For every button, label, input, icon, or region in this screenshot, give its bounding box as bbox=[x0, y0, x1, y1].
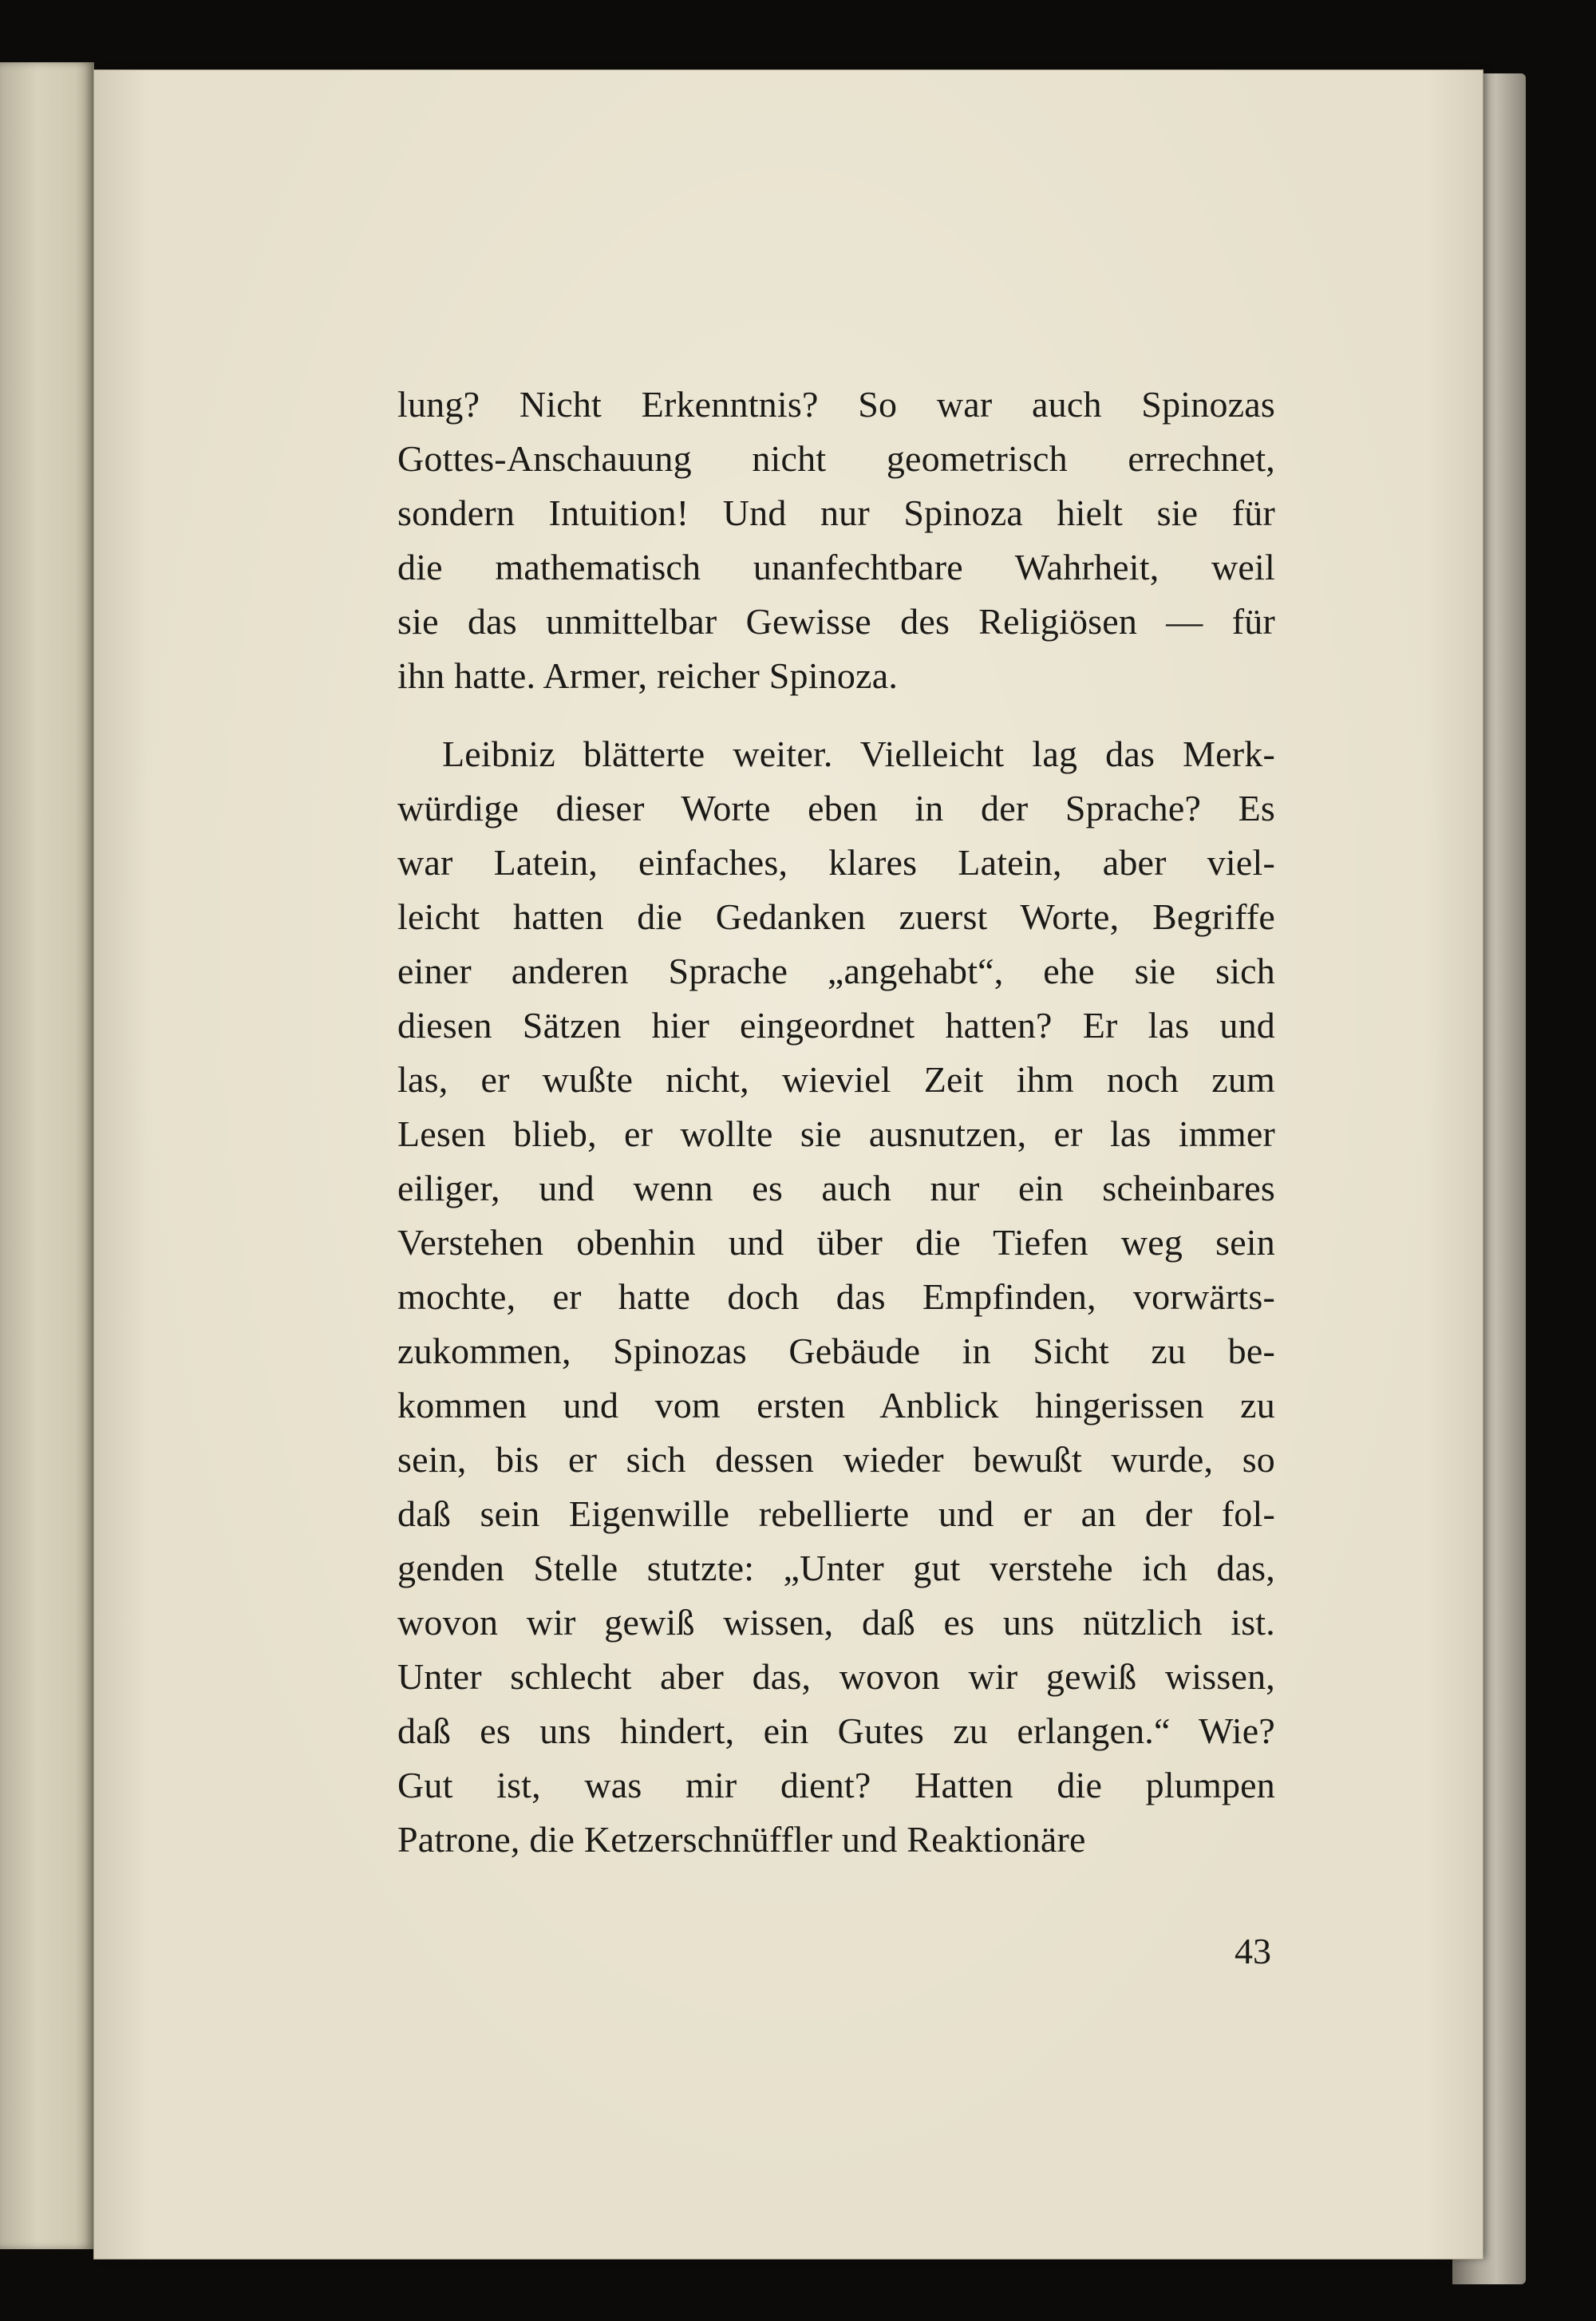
text-line: wovon wir gewiß wissen, daß es uns nützlich ist. bbox=[397, 1602, 1275, 1643]
body-text bbox=[397, 378, 1275, 1867]
page-number: 43 bbox=[1235, 1931, 1271, 1971]
text-line: Leibniz blätterte weiter. Vielleicht lag das Merk- bbox=[442, 733, 1275, 774]
text-line: die mathematisch unanfechtbare Wahrheit, weil bbox=[397, 547, 1275, 587]
book-page bbox=[94, 70, 1483, 2259]
text-line: einer anderen Sprache „angehabt“, ehe sie sich bbox=[397, 951, 1275, 991]
text-line: Gut ist, was mir dient? Hatten die plumpen bbox=[397, 1765, 1275, 1805]
paragraph bbox=[397, 378, 1275, 703]
text-line: las, er wußte nicht, wieviel Zeit ihm noch zum bbox=[397, 1059, 1275, 1100]
text-line: zukommen, Spinozas Gebäude in Sicht zu be- bbox=[397, 1331, 1275, 1371]
text-line: Lesen blieb, er wollte sie ausnutzen, er las immer bbox=[397, 1113, 1275, 1154]
text-line: sein, bis er sich dessen wieder bewußt wurde, so bbox=[397, 1439, 1275, 1480]
text-line: eiliger, und wenn es auch nur ein scheinbares bbox=[397, 1168, 1275, 1208]
text-line: würdige dieser Worte eben in der Sprache? Es bbox=[397, 788, 1275, 828]
facing-page-edge bbox=[0, 62, 94, 2249]
text-line: daß es uns hindert, ein Gutes zu erlangen.“ Wie? bbox=[397, 1710, 1275, 1751]
text-line: genden Stelle stutzte: „Unter gut verstehe ich das, bbox=[397, 1548, 1275, 1588]
text-line: mochte, er hatte doch das Empfinden, vorwärts- bbox=[397, 1276, 1275, 1317]
text-line: ihn hatte. Armer, reicher Spinoza. bbox=[397, 655, 899, 696]
text-line: sondern Intuition! Und nur Spinoza hielt sie für bbox=[397, 492, 1275, 533]
text-line: lung? Nicht Erkenntnis? So war auch Spinozas bbox=[397, 384, 1275, 425]
text-line: leicht hatten die Gedanken zuerst Worte, Begriffe bbox=[397, 896, 1275, 937]
text-line: kommen und vom ersten Anblick hingerissen zu bbox=[397, 1385, 1275, 1425]
text-line: sie das unmittelbar Gewisse des Religiösen — für bbox=[397, 601, 1275, 642]
text-line: Unter schlecht aber das, wovon wir gewiß wissen, bbox=[397, 1656, 1275, 1697]
text-line: Verstehen obenhin und über die Tiefen weg sein bbox=[397, 1222, 1275, 1263]
text-line: diesen Sätzen hier eingeordnet hatten? Er las und bbox=[397, 1005, 1275, 1046]
text-line: daß sein Eigenwille rebellierte und er an der fol- bbox=[397, 1493, 1275, 1534]
text-line: war Latein, einfaches, klares Latein, aber viel- bbox=[397, 842, 1275, 883]
text-line: Patrone, die Ketzerschnüffler und Reaktionäre bbox=[397, 1819, 1086, 1860]
text-line: Gottes-Anschauung nicht geometrisch errechnet, bbox=[397, 438, 1275, 479]
paragraph bbox=[397, 727, 1275, 1867]
